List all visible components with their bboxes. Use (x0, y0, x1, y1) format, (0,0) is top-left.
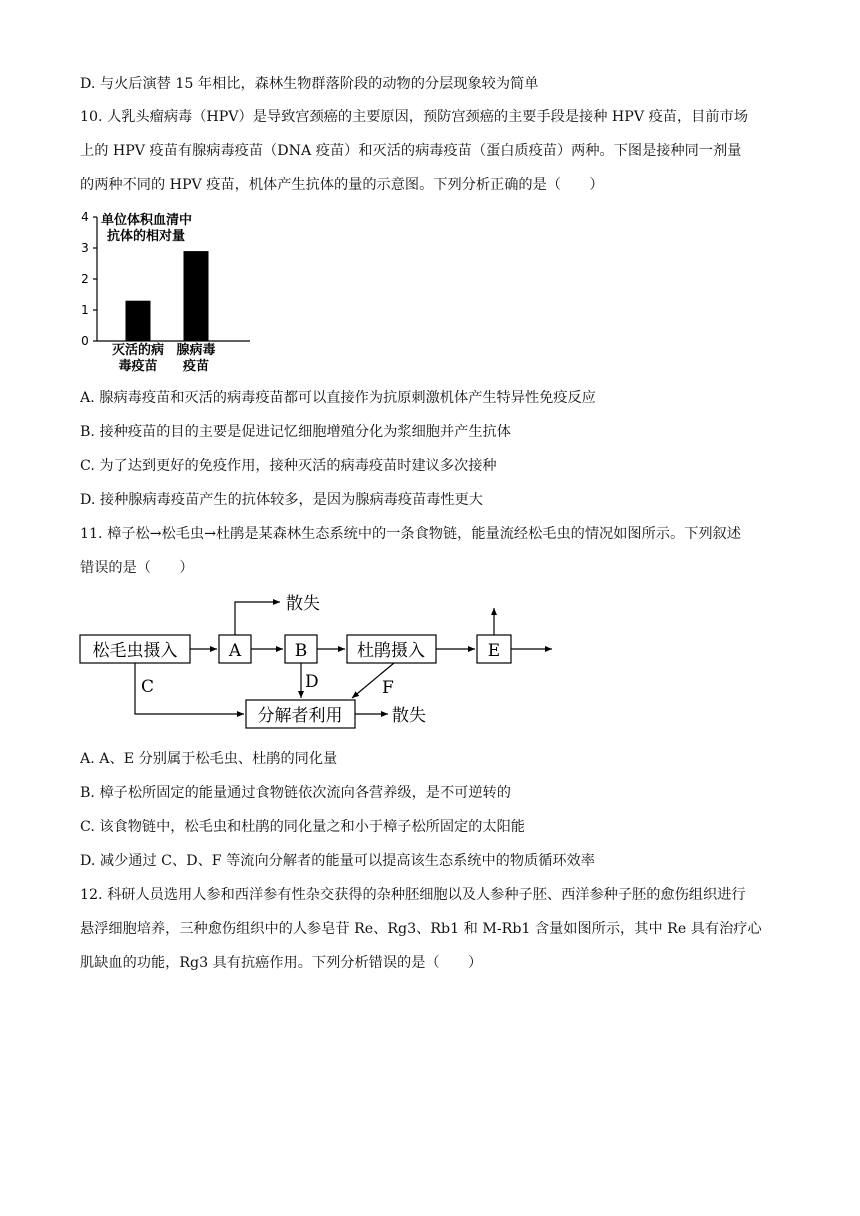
q9-option-d: D. 与火后演替 15 年相比，森林生物群落阶段的动物的分层现象较为简单 (80, 76, 539, 92)
q10-option-d: D. 接种腺病毒疫苗产生的抗体较多，是因为腺病毒疫苗毒性更大 (80, 492, 483, 508)
box-label-cuckoo-intake: 杜鹃摄入 (357, 641, 425, 661)
box-label-pine-caterpillar-intake: 松毛虫摄入 (92, 641, 178, 661)
x-label-inactivated-line-2: 毒疫苗 (118, 359, 158, 374)
bar-inactivated-vaccine (126, 301, 151, 341)
y-tick-label: 2 (81, 272, 89, 286)
box-label-decomposer-use: 分解者利用 (257, 706, 343, 726)
x-label-adenovirus-line-1: 腺病毒 (176, 343, 216, 358)
q11-option-b: B. 樟子松所固定的能量通过食物链依次流向各营养级，是不可逆转的 (80, 785, 511, 801)
box-label-a: A (228, 641, 242, 661)
q11-stem-line-2: 错误的是（ ） (80, 560, 194, 576)
y-tick-label: 3 (81, 241, 89, 255)
q10-option-b: B. 接种疫苗的目的主要是促进记忆细胞增殖分化为浆细胞并产生抗体 (80, 424, 511, 440)
chart-title-line-2: 抗体的相对量 (107, 229, 186, 244)
box-label-b: B (294, 641, 308, 661)
q12-stem-line-1: 12. 科研人员选用人参和西洋参有性杂交获得的杂种胚细胞以及人参种子胚、西洋参种子胚的愈伤组织进行 (80, 887, 746, 903)
q12-stem-line-3: 肌缺血的功能，Rg3 具有抗癌作用。下列分析错误的是（ ） (80, 955, 483, 971)
q10-stem-line-2: 上的 HPV 疫苗有腺病毒疫苗（DNA 疫苗）和灭活的病毒疫苗（蛋白质疫苗）两种。下图是接种同一剂量 (80, 143, 742, 159)
chart-title-line-1: 单位体积血清中 (101, 213, 193, 228)
q11-option-d: D. 减少通过 C、D、F 等流向分解者的能量可以提高该生态系统中的物质循环效率 (80, 853, 595, 869)
label-d: D (305, 672, 319, 692)
q10-option-a: A. 腺病毒疫苗和灭活的病毒疫苗都可以直接作为抗原刺激机体产生特异性免疫反应 (80, 390, 596, 406)
y-tick-label: 4 (81, 210, 89, 224)
q11-stem-line-1: 11. 樟子松→松毛虫→杜鹃是某森林生态系统中的一条食物链，能量流经松毛虫的情况如图所示。下列叙述 (80, 526, 741, 542)
q12-stem-line-2: 悬浮细胞培养，三种愈伤组织中的人参皂苷 Re、Rg3、Rb1 和 M-Rb1 含量如图所示，其中 Re 具有治疗心 (80, 921, 762, 937)
q10-stem-line-1: 10. 人乳头瘤病毒（HPV）是导致宫颈癌的主要原因，预防宫颈癌的主要手段是接种 HPV 疫苗，目前市场 (80, 109, 748, 125)
antibody-bar-chart (74, 208, 264, 376)
q10-stem-line-3: 的两种不同的 HPV 疫苗，机体产生抗体的量的示意图。下列分析正确的是（ ） (80, 177, 604, 193)
y-tick-label: 0 (81, 334, 89, 348)
q11-option-a: A. A、E 分别属于松毛虫、杜鹃的同化量 (80, 751, 338, 767)
label-f: F (382, 678, 394, 698)
q10-option-c: C. 为了达到更好的免疫作用，接种灭活的病毒疫苗时建议多次接种 (80, 458, 497, 474)
y-tick-label: 1 (81, 303, 89, 317)
box-label-e: E (487, 641, 501, 661)
label-dissipate-top: 散失 (286, 594, 320, 614)
antibody-chart-svg (74, 208, 264, 376)
label-dissipate-bottom: 散失 (392, 706, 426, 726)
x-label-inactivated-line-1: 灭活的病 (111, 343, 165, 358)
x-label-adenovirus-line-2: 疫苗 (182, 359, 210, 374)
energy-flow-diagram (76, 588, 566, 734)
arrow-a-to-dissipate (235, 602, 280, 635)
label-c: C (141, 677, 155, 697)
energy-flow-svg (76, 588, 566, 734)
q11-option-c: C. 该食物链中，松毛虫和杜鹃的同化量之和小于樟子松所固定的太阳能 (80, 819, 525, 835)
bar-adenovirus-vaccine (184, 251, 209, 341)
